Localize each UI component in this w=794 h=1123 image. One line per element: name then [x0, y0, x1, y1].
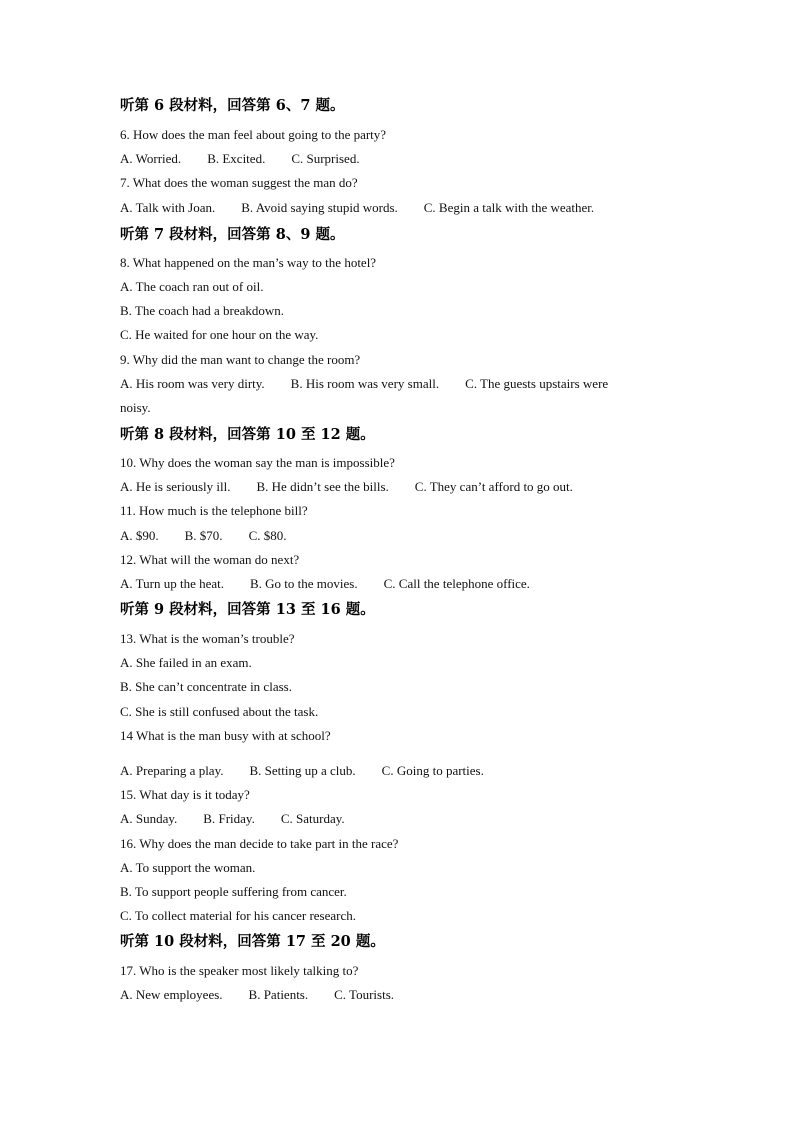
option-b: B. To support people suffering from cancer. [120, 884, 347, 899]
option-b: B. Avoid saying stupid words. [241, 200, 398, 215]
option-a: A. Sunday. [120, 811, 178, 826]
option-a: A. He is seriously ill. [120, 479, 231, 494]
section-heading: 听第 6 段材料，回答第 6、7 题。 [120, 97, 345, 114]
question-text: 17. Who is the speaker most likely talking to? [120, 963, 359, 978]
option-c: C. He waited for one hour on the way. [120, 327, 319, 342]
section-heading: 听第 8 段材料，回答第 10 至 12 题。 [120, 426, 375, 443]
option-b: B. She can’t concentrate in class. [120, 679, 292, 694]
option-b: B. Setting up a club. [249, 763, 356, 778]
option-c: C. $80. [248, 528, 287, 543]
option-c: C. Call the telephone office. [383, 576, 530, 591]
option-c: C. Begin a talk with the weather. [423, 200, 595, 215]
options-row [120, 987, 394, 1003]
option-a: A. Turn up the heat. [120, 576, 224, 591]
option-b: B. Go to the movies. [250, 576, 358, 591]
option-continuation: noisy. [120, 400, 151, 415]
question-text: 10. Why does the woman say the man is impossible? [120, 455, 395, 470]
options-row [120, 151, 360, 167]
options-row [120, 479, 573, 495]
option-b: B. The coach had a breakdown. [120, 303, 285, 318]
options-row [120, 376, 608, 392]
option-a: A. Worried. [120, 151, 182, 166]
option-c: C. To collect material for his cancer research. [120, 908, 356, 923]
question-text: 15. What day is it today? [120, 787, 250, 802]
option-a: A. To support the woman. [120, 860, 256, 875]
option-b: B. $70. [184, 528, 223, 543]
options-row [120, 200, 594, 216]
question-text: 8. What happened on the man’s way to the hotel? [120, 255, 377, 270]
question-text: 7. What does the woman suggest the man do? [120, 175, 358, 190]
question-text: 14 What is the man busy with at school? [120, 728, 331, 743]
option-a: A. The coach ran out of oil. [120, 279, 264, 294]
option-a: A. She failed in an exam. [120, 655, 252, 670]
options-row [120, 763, 484, 779]
option-b: B. He didn’t see the bills. [256, 479, 389, 494]
section-heading: 听第 9 段材料，回答第 13 至 16 题。 [120, 601, 375, 618]
option-a: A. $90. [120, 528, 159, 543]
option-a: A. Preparing a play. [120, 763, 224, 778]
option-a: A. His room was very dirty. [120, 376, 265, 391]
options-row [120, 576, 530, 592]
option-c: C. Going to parties. [381, 763, 484, 778]
option-c: C. They can’t afford to go out. [414, 479, 573, 494]
question-text: 6. How does the man feel about going to the party? [120, 127, 387, 142]
option-a: A. New employees. [120, 987, 223, 1002]
options-row [120, 528, 286, 544]
option-b: B. Friday. [203, 811, 255, 826]
question-text: 11. How much is the telephone bill? [120, 503, 308, 518]
option-b: B. Patients. [248, 987, 309, 1002]
options-row [120, 811, 345, 827]
option-c: C. She is still confused about the task. [120, 704, 319, 719]
option-c: C. The guests upstairs were [465, 376, 609, 391]
question-text: 16. Why does the man decide to take part in the race? [120, 836, 399, 851]
section-heading: 听第 7 段材料，回答第 8、9 题。 [120, 226, 345, 243]
option-b: B. Excited. [207, 151, 266, 166]
question-text: 13. What is the woman’s trouble? [120, 631, 295, 646]
option-a: A. Talk with Joan. [120, 200, 216, 215]
option-b: B. His room was very small. [290, 376, 440, 391]
option-c: C. Saturday. [280, 811, 345, 826]
option-c: C. Tourists. [334, 987, 395, 1002]
question-text: 12. What will the woman do next? [120, 552, 300, 567]
option-c: C. Surprised. [291, 151, 360, 166]
section-heading: 听第 10 段材料，回答第 17 至 20 题。 [120, 933, 385, 950]
question-text: 9. Why did the man want to change the room? [120, 352, 361, 367]
